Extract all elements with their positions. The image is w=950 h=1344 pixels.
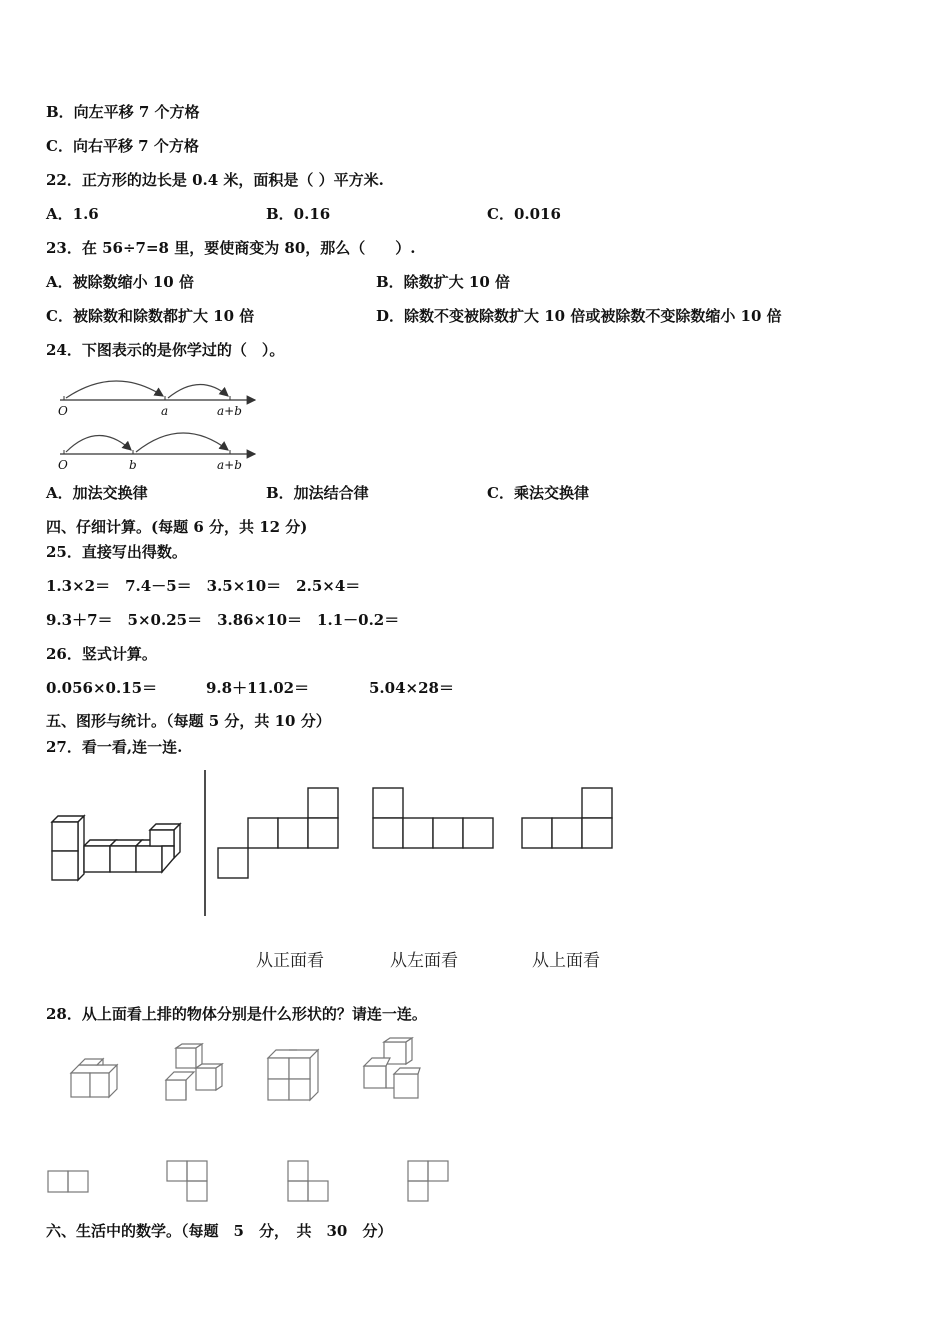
q28-shape-a bbox=[47, 1170, 91, 1196]
arc-b2 bbox=[66, 435, 131, 452]
q25-row1: 1.3×2＝ 7.4－5＝ 3.5×10＝ 2.5×4＝ bbox=[46, 577, 361, 595]
q26-stem: 26．竖式计算。 bbox=[46, 645, 157, 663]
label-left-view: 从左面看 bbox=[390, 951, 458, 971]
q25-row2: 9.3＋7＝ 5×0.25＝ 3.86×10＝ 1.1－0.2＝ bbox=[46, 611, 400, 629]
q27-view-left bbox=[373, 788, 495, 850]
line1-mid-label: a bbox=[161, 404, 169, 418]
q22-option-c: C．0.016 bbox=[487, 205, 561, 223]
section6-title: 六、生活中的数学。（每题 5 分， 共 30 分） bbox=[46, 1222, 393, 1240]
q24-stem: 24．下图表示的是你学过的（ ）。 bbox=[46, 341, 285, 359]
q24-option-b: B．加法结合律 bbox=[266, 484, 369, 502]
arc-a2 bbox=[136, 433, 228, 452]
q28-shape-b bbox=[166, 1160, 210, 1204]
q27-view-top bbox=[522, 788, 614, 850]
q27-stem: 27．看一看,连一连. bbox=[46, 738, 183, 756]
q22-stem: 22．正方形的边长是 0.4 米，面积是（ ）平方米. bbox=[46, 171, 384, 189]
q28-stem: 28．从上面看上排的物体分别是什么形状的？请连一连。 bbox=[46, 1005, 427, 1023]
q27-cube-figure bbox=[48, 812, 188, 892]
label-top-view: 从上面看 bbox=[532, 951, 600, 971]
section5-title: 五、图形与统计。（每题 5 分，共 10 分） bbox=[46, 712, 331, 730]
line1-end-label: a+b bbox=[217, 404, 242, 418]
line2-origin-label: O bbox=[58, 458, 68, 472]
q26-item2: 9.8＋11.02＝ bbox=[206, 679, 310, 697]
q28-object-1 bbox=[67, 1055, 127, 1105]
arc-b bbox=[168, 384, 228, 398]
q25-stem: 25．直接写出得数。 bbox=[46, 543, 187, 561]
q26-item3: 5.04×28＝ bbox=[369, 679, 454, 697]
label-front-view: 从正面看 bbox=[256, 951, 324, 971]
q24-option-c: C．乘法交换律 bbox=[487, 484, 589, 502]
line2-mid-label: b bbox=[129, 458, 137, 472]
q24-option-a: A．加法交换律 bbox=[46, 484, 148, 502]
q28-object-4 bbox=[360, 1036, 424, 1102]
q21-option-b: B．向左平移 7 个方格 bbox=[46, 103, 200, 121]
q22-option-b: B．0.16 bbox=[266, 205, 331, 223]
arc-a bbox=[66, 381, 163, 398]
q28-object-2 bbox=[162, 1042, 224, 1104]
q23-stem: 23．在 56÷7=8 里，要使商变为 80，那么（ ）. bbox=[46, 239, 416, 257]
divider-line bbox=[200, 770, 210, 916]
q28-shape-c bbox=[287, 1160, 331, 1204]
q27-view-front bbox=[218, 788, 338, 880]
q26-item1: 0.056×0.15＝ bbox=[46, 679, 158, 697]
q28-shape-d bbox=[407, 1160, 451, 1204]
q21-option-c: C．向右平移 7 个方格 bbox=[46, 137, 199, 155]
q23-option-b: B．除数扩大 10 倍 bbox=[376, 273, 510, 291]
q28-object-3 bbox=[264, 1046, 322, 1104]
q23-option-d: D．除数不变被除数扩大 10 倍或被除数不变除数缩小 10 倍 bbox=[376, 307, 782, 325]
line2-end-label: a+b bbox=[217, 458, 242, 472]
q23-option-c: C．被除数和除数都扩大 10 倍 bbox=[46, 307, 255, 325]
q22-option-a: A．1.6 bbox=[46, 205, 99, 223]
section4-title: 四、仔细计算。(每题 6 分，共 12 分) bbox=[46, 518, 308, 536]
q23-option-a: A．被除数缩小 10 倍 bbox=[46, 273, 194, 291]
line1-origin-label: O bbox=[58, 404, 68, 418]
